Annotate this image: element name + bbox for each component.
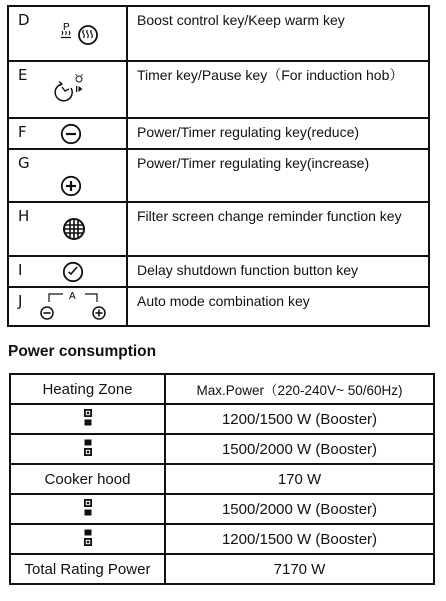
table-row	[10, 524, 434, 554]
zone-cell: Cooker hood	[10, 464, 165, 494]
zone-cell	[10, 524, 165, 554]
total-value: 7170 W	[165, 554, 434, 584]
key-row-g	[8, 149, 429, 202]
key-row-e	[8, 61, 429, 118]
total-row	[10, 554, 434, 584]
boost-p-glyph: P	[63, 22, 70, 33]
key-description: Timer key/Pause key（For induction hob）	[127, 61, 429, 118]
key-symbol-cell	[8, 287, 127, 326]
key-description: Delay shutdown function button key	[127, 256, 429, 287]
zone-cell	[10, 404, 165, 434]
key-letter: E	[18, 66, 28, 84]
minus-circle-icon	[60, 123, 82, 145]
table-row	[10, 434, 434, 464]
max-power-header: Max.Power（220-240V~ 50/60Hz)	[165, 374, 434, 404]
key-symbol-cell	[8, 149, 127, 202]
power-value: 1500/2000 W (Booster)	[165, 494, 434, 524]
key-function-table	[7, 5, 430, 327]
key-letter: F	[18, 123, 27, 141]
power-value: 1200/1500 W (Booster)	[165, 404, 434, 434]
key-row-i	[8, 256, 429, 287]
power-value: 1200/1500 W (Booster)	[165, 524, 434, 554]
table-row	[10, 404, 434, 434]
key-letter: I	[18, 261, 23, 279]
table-row	[10, 494, 434, 524]
delay-clock-icon	[62, 261, 84, 283]
key-letter: J	[18, 292, 23, 310]
table-row	[10, 464, 434, 494]
heating-zone-header: Heating Zone	[10, 374, 165, 404]
filter-screen-icon	[62, 217, 86, 241]
total-label: Total Rating Power	[10, 554, 165, 584]
key-symbol-cell	[8, 118, 127, 149]
key-letter: G	[18, 154, 30, 172]
power-consumption-title: Power consumption	[8, 343, 157, 360]
zone-bottom-icon	[83, 528, 93, 551]
key-row-d	[8, 6, 429, 61]
key-description: Power/Timer regulating key(reduce)	[127, 118, 429, 149]
key-description: Filter screen change reminder function key	[127, 202, 429, 256]
zone-top-icon	[83, 408, 93, 431]
key-description: Auto mode combination key	[127, 287, 429, 326]
key-letter: D	[18, 11, 30, 29]
key-letter: H	[18, 207, 30, 225]
auto-mode-combination-icon	[35, 289, 115, 323]
boost-keep-warm-icon	[58, 17, 108, 49]
key-symbol-cell	[8, 202, 127, 256]
key-symbol-cell	[8, 256, 127, 287]
plus-circle-icon	[60, 175, 82, 197]
key-row-j	[8, 287, 429, 326]
key-row-h	[8, 202, 429, 256]
zone-bottom-icon	[83, 438, 93, 461]
key-description: Power/Timer regulating key(increase)	[127, 149, 429, 202]
auto-a-glyph: A	[69, 291, 76, 302]
timer-pause-icon	[49, 72, 95, 102]
key-row-f	[8, 118, 429, 149]
zone-cell	[10, 434, 165, 464]
power-table-header	[10, 374, 434, 404]
power-consumption-table	[9, 373, 435, 585]
key-description: Boost control key/Keep warm key	[127, 6, 429, 61]
zone-cell	[10, 494, 165, 524]
key-symbol-cell	[8, 6, 127, 61]
key-symbol-cell	[8, 61, 127, 118]
zone-top-icon	[83, 498, 93, 521]
power-value: 170 W	[165, 464, 434, 494]
power-value: 1500/2000 W (Booster)	[165, 434, 434, 464]
